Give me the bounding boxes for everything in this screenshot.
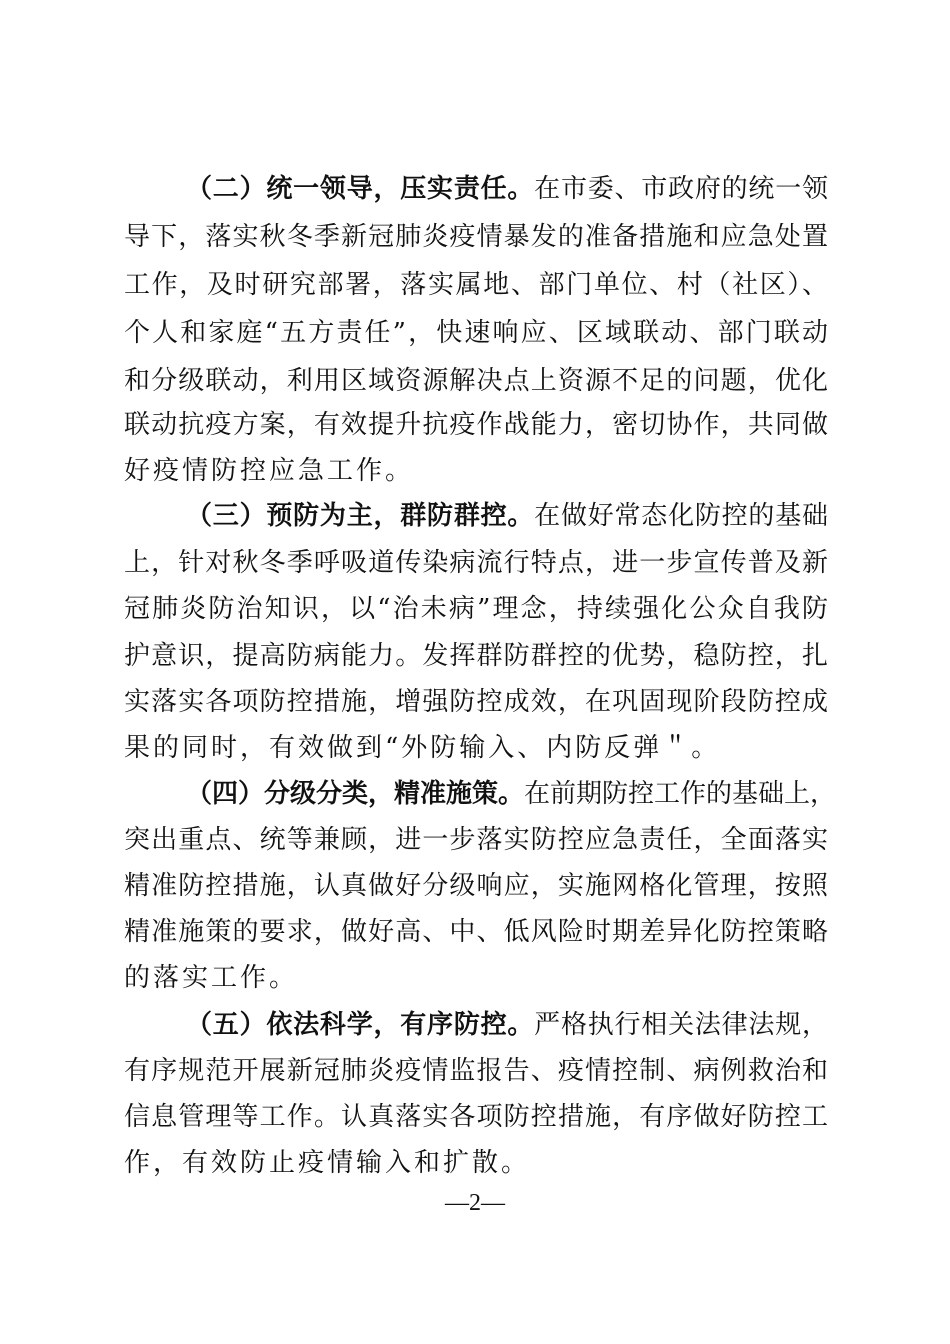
paragraph-4-line-3: 精准防控措施，认真做好分级响应，实施网格化管理，按照 (124, 871, 828, 901)
paragraph-3-line-3: 冠肺炎防治知识，以“治未病”理念，持续强化公众自我防 (124, 594, 828, 624)
paragraph-3-line-6: 果的同时，有效做到“外防输入、内防反弹＂。 (124, 733, 721, 763)
paragraph-2-line-4: 个人和家庭“五方责任”，快速响应、区域联动、部门联动 (124, 318, 828, 348)
paragraph-4-line-4: 精准施策的要求，做好高、中、低风险时期差异化防控策略 (124, 917, 828, 947)
paragraph-3-line-4: 护意识，提高防病能力。发挥群防群控的优势，稳防控，扎 (124, 641, 828, 671)
paragraph-4-line-5: 的落实工作。 (124, 963, 299, 993)
paragraph-2-text: 在市委、市政府的统一领 (534, 174, 828, 204)
paragraph-5-text: 严格执行相关法律法规， (534, 1010, 828, 1040)
paragraph-3-line-2: 上，针对秋冬季呼吸道传染病流行特点，进一步宣传普及新 (124, 548, 828, 578)
paragraph-4-text: 在前期防控工作的基础上， (524, 779, 837, 809)
paragraph-2-heading: （二）统一领导，压实责任。 (186, 174, 535, 204)
paragraph-2-line-3: 工作，及时研究部署，落实属地、部门单位、村（社区）、 (124, 270, 828, 300)
paragraph-3-line-1 (186, 501, 828, 531)
paragraph-2-line-5: 和分级联动，利用区域资源解决点上资源不足的问题，优化 (124, 366, 828, 396)
page-number: —2— (445, 1190, 505, 1216)
paragraph-2-line-6: 联动抗疫方案，有效提升抗疫作战能力，密切协作，共同做 (124, 410, 828, 440)
paragraph-5-heading: （五）依法科学，有序防控。 (186, 1010, 535, 1040)
paragraph-4-line-2: 突出重点、统等兼顾，进一步落实防控应急责任，全面落实 (124, 825, 828, 855)
paragraph-5-line-2: 有序规范开展新冠肺炎疫情监报告、疫情控制、病例救治和 (124, 1056, 828, 1086)
paragraph-3-text: 在做好常态化防控的基础 (534, 501, 828, 531)
paragraph-4-line-1 (186, 779, 837, 809)
paragraph-3-line-5: 实落实各项防控措施，增强防控成效，在巩固现阶段防控成 (124, 687, 828, 717)
paragraph-2-line-7: 好疫情防控应急工作。 (124, 456, 415, 486)
paragraph-2-line-2: 导下，落实秋冬季新冠肺炎疫情暴发的准备措施和应急处置 (124, 222, 828, 252)
paragraph-4-heading: （四）分级分类，精准施策。 (186, 779, 525, 809)
paragraph-3-heading: （三）预防为主，群防群控。 (186, 501, 535, 531)
paragraph-5-line-1 (186, 1010, 828, 1040)
paragraph-5-line-3: 信息管理等工作。认真落实各项防控措施，有序做好防控工 (124, 1102, 828, 1132)
paragraph-5-line-4: 作，有效防止疫情输入和扩散。 (124, 1148, 531, 1178)
paragraph-2-line-1 (186, 174, 828, 204)
